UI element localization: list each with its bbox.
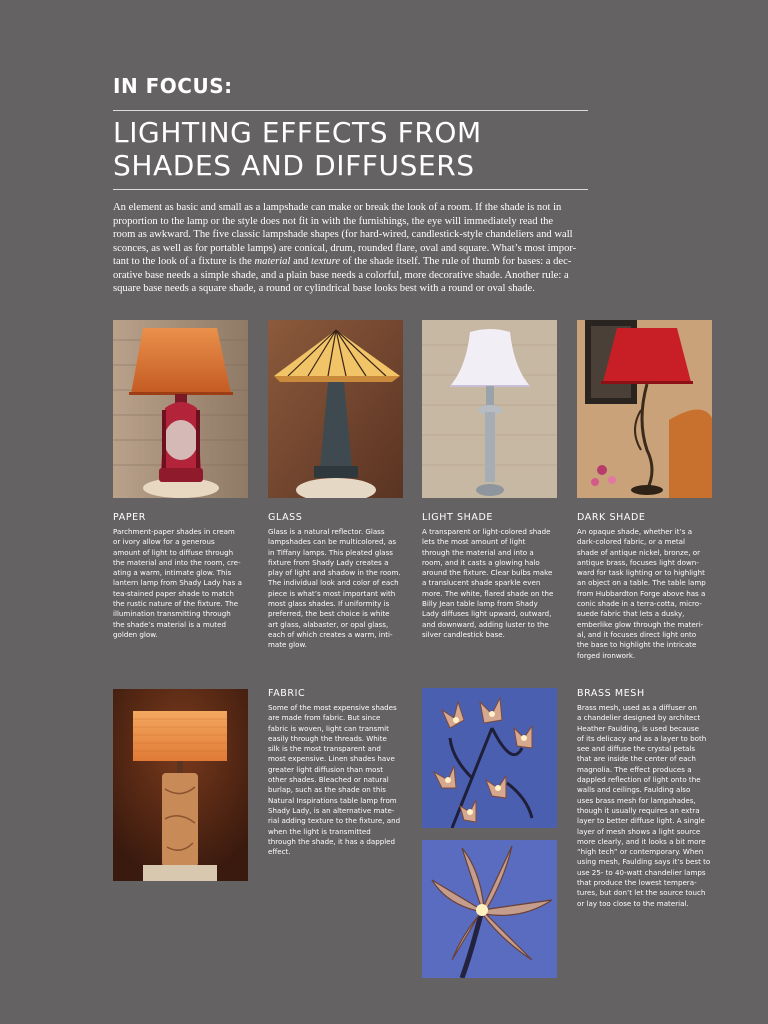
body-line: dark-colored fabric, or a metal — [577, 537, 685, 547]
body-line: antique brass, focuses light down- — [577, 557, 699, 567]
body-line: illumination transmitting through — [113, 609, 231, 619]
body-line: shade of antique nickel, bronze, or — [577, 547, 700, 557]
page-title — [113, 116, 593, 182]
body-line: or ivory allow for a generous — [113, 537, 215, 547]
body-line: magnolia. The effect produces a — [577, 764, 692, 774]
body-line: walls and ceilings. Faulding also — [577, 785, 691, 795]
body-line: effect. — [268, 847, 291, 857]
section-heading-glass: GLASS — [268, 512, 303, 523]
intro-line: proportion to the lamp or the style does not fit in with the furnishings, the eye will immediately read the — [113, 215, 554, 227]
body-line: golden glow. — [113, 629, 158, 639]
body-line: amount of light to diffuse through — [113, 547, 234, 557]
body-line: emberlike glow through the materi- — [577, 619, 704, 629]
body-line: each of which creates a warm, inti- — [268, 629, 393, 639]
kicker: IN FOCUS: — [113, 74, 233, 98]
body-line: ward for task lighting or to highlight — [577, 568, 705, 578]
section-body-glass — [268, 527, 401, 651]
intro-line: An element as basic and small as a lampshade can make or break the look of a room. If the shade is not in — [113, 202, 562, 213]
body-line: easily through the threads. White — [268, 733, 387, 743]
body-line: around the fixture. Clear bulbs make — [422, 568, 553, 578]
intro-text: of the shade itself. The rule of thumb for bases: a dec- — [340, 256, 572, 267]
body-line: through the material and into a — [422, 547, 534, 557]
fabric-lamp-photo — [113, 689, 248, 881]
body-line: greater light diffusion than most — [268, 764, 383, 774]
body-line: conic shade in a terra-cotta, micro- — [577, 599, 702, 609]
intro-text: and — [290, 256, 312, 267]
body-line: a translucent shade sparkle even — [422, 578, 541, 588]
section-heading-brass-mesh: BRASS MESH — [577, 688, 645, 699]
body-line: forged ironwork. — [577, 650, 636, 660]
body-line: room, and it casts a glowing halo — [422, 557, 540, 567]
section-body-fabric — [268, 703, 400, 857]
title-line-2: SHADES AND DIFFUSERS — [113, 149, 475, 182]
body-line: Natural Inspirations table lamp from — [268, 795, 397, 805]
body-line: most expensive. Linen shades have — [268, 754, 395, 764]
glass-lamp-photo — [268, 320, 403, 498]
intro-emphasis-texture: texture — [311, 256, 341, 267]
paper-lamp-photo — [113, 320, 248, 498]
section-body-light-shade — [422, 527, 553, 640]
body-line: lantern lamp from Shady Lady has a — [113, 578, 242, 588]
body-line: or lay too close to the material. — [577, 898, 689, 908]
body-line: are made from fabric. But since — [268, 713, 381, 723]
body-line: Shady Lady, is an alternative mate- — [268, 805, 395, 815]
section-body-dark-shade — [577, 527, 706, 661]
body-line: the material and into the room, cre- — [113, 557, 241, 567]
body-line: play of light and shadow in the room. — [268, 568, 401, 578]
body-line: when the light is transmitted — [268, 826, 371, 836]
body-line: mate glow. — [268, 640, 307, 650]
section-body-brass-mesh — [577, 703, 710, 909]
brass-mesh-magnolia-closeup-photo — [422, 840, 557, 978]
body-line: the shade’s material is a muted — [113, 619, 226, 629]
body-line: ating a warm, intimate glow. This — [113, 568, 232, 578]
body-line: rial adding texture to the fixture, and — [268, 816, 401, 826]
body-line: suede fabric that lets a dusky, — [577, 609, 685, 619]
body-line: layer to better diffuse light. A single — [577, 816, 705, 826]
body-line: a chandelier designed by architect — [577, 713, 701, 723]
body-line: al, and it focuses direct light onto — [577, 629, 697, 639]
body-line: Some of the most expensive shades — [268, 703, 397, 712]
body-line: tea-stained paper shade to match — [113, 588, 234, 598]
intro-line: room as awkward. The five classic lampshade shapes (for hard-wired, candlestick-style chandeliers and wall — [113, 229, 573, 240]
kicker-rule — [113, 110, 588, 111]
body-line: burlap, such as the shade on this — [268, 785, 386, 795]
body-line: use 25- to 40-watt chandelier lamps — [577, 867, 706, 877]
intro-line: sconces, as well as for portable lamps) are conical, drum, rounded flare, oval and square. What’s most impor- — [113, 242, 577, 254]
intro-line: orative base needs a simple shade, and a plain base needs a colorful, more decorative shade. Another rule: a — [113, 269, 569, 281]
body-line: the base to highlight the intricate — [577, 640, 697, 650]
section-heading-light-shade: LIGHT SHADE — [422, 512, 494, 523]
body-line: uses brass mesh for lampshades, — [577, 795, 696, 805]
body-line: layer of mesh shows a light source — [577, 826, 701, 836]
body-line: and downward, adding luster to the — [422, 619, 549, 629]
body-line: art glass, alabaster, or opal glass, — [268, 619, 389, 629]
body-line: A transparent or light-colored shade — [422, 527, 551, 536]
body-line: dappled reflection of light onto the — [577, 775, 701, 785]
intro-paragraph — [113, 201, 589, 296]
body-line: that are inside the center of each — [577, 754, 696, 764]
body-line: Glass is a natural reflector. Glass — [268, 527, 385, 536]
body-line: preferred, the best choice is white — [268, 609, 390, 619]
section-heading-fabric: FABRIC — [268, 688, 306, 699]
body-line: using mesh, Faulding says it’s best to — [577, 857, 711, 867]
body-line: Lady diffuses light upward, outward, — [422, 609, 552, 619]
body-line: Brass mesh, used as a diffuser on — [577, 703, 697, 712]
intro-text: tant to the look of a fixture is the — [113, 256, 255, 267]
body-line: lampshades can be multicolored, as — [268, 537, 397, 547]
body-line: An opaque shade, whether it’s a — [577, 527, 693, 536]
body-line: tures, but don’t let the source touch — [577, 888, 706, 898]
body-line: other shades. Bleached or natural — [268, 775, 389, 785]
body-line: fixture from Shady Lady creates a — [268, 557, 389, 567]
body-line: though it usually requires an extra — [577, 805, 700, 815]
body-line: see and diffuse the crystal petals — [577, 744, 696, 754]
light-shade-lamp-photo — [422, 320, 557, 498]
body-line: The individual look and color of each — [268, 578, 399, 588]
section-body-paper — [113, 527, 242, 640]
body-line: from Hubbardton Forge above has a — [577, 588, 706, 598]
dark-shade-lamp-photo — [577, 320, 712, 498]
body-line: that produce the lowest tempera- — [577, 878, 697, 888]
section-heading-dark-shade: DARK SHADE — [577, 512, 646, 523]
title-line-1: LIGHTING EFFECTS FROM — [113, 116, 482, 149]
body-line: “high tech” or contemporary. When — [577, 847, 704, 857]
body-line: through the shade, it has a dappled — [268, 836, 396, 846]
body-line: silk is the most transparent and — [268, 744, 381, 754]
body-line: an object on a table. The table lamp — [577, 578, 706, 588]
title-rule — [113, 189, 588, 190]
body-line: fabric is woven, light can transmit — [268, 723, 389, 733]
body-line: Parchment-paper shades in cream — [113, 527, 235, 536]
section-heading-paper: PAPER — [113, 512, 146, 523]
body-line: Billy Jean table lamp from Shady — [422, 599, 538, 609]
body-line: piece is what’s most important with — [268, 588, 396, 598]
body-line: Heather Faulding, is used because — [577, 723, 699, 733]
body-line: lets the most amount of light — [422, 537, 526, 547]
body-line: the rustic nature of the fixture. The — [113, 599, 239, 609]
body-line: in Tiffany lamps. This pleated glass — [268, 547, 393, 557]
body-line: most glass shades. If uniformity is — [268, 599, 390, 609]
intro-line: square base needs a square shade, a round or cylindrical base looks best with a round or oval shade. — [113, 283, 535, 294]
body-line: of its delicacy and as a layer to both — [577, 733, 707, 743]
intro-line — [113, 255, 589, 269]
body-line: silver candlestick base. — [422, 629, 505, 639]
brass-mesh-chandelier-photo — [422, 688, 557, 828]
body-line: more. The white, flared shade on the — [422, 588, 554, 598]
intro-emphasis-material: material — [254, 256, 291, 267]
body-line: more clearly, and it looks a bit more — [577, 836, 706, 846]
